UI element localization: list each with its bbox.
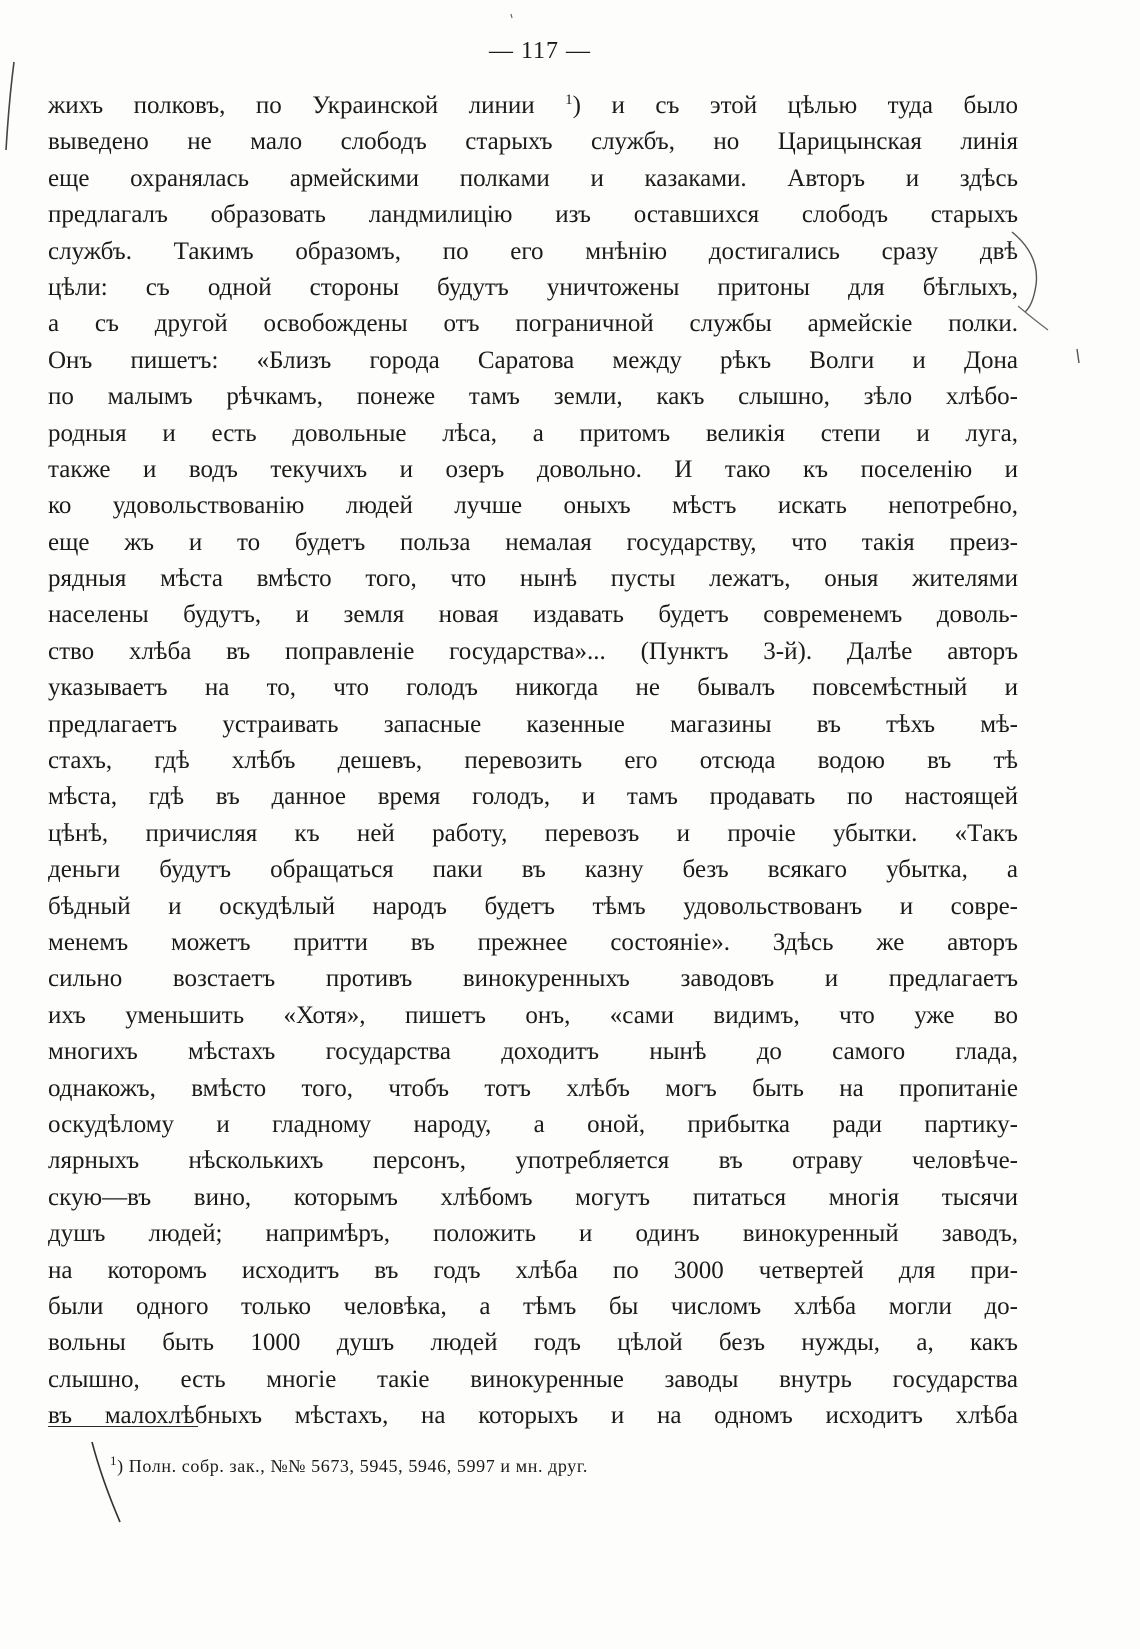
margin-pencil-stroke-left bbox=[6, 62, 14, 150]
text-line: мѣста, гдѣ въ данное время голодъ, и тамъ продавать по настоящей bbox=[48, 783, 1018, 811]
text-line: рядныя мѣста вмѣсто того, что нынѣ пусты лежатъ, оныя жителями bbox=[48, 565, 1018, 593]
text-line: по малымъ рѣчкамъ, понеже тамъ земли, какъ слышно, зѣло хлѣбо- bbox=[48, 383, 1018, 411]
text-line: службъ. Такимъ образомъ, по его мнѣнію достигались сразу двѣ bbox=[48, 237, 1018, 265]
text-line-start: жихъ полковъ, по Украинской линии bbox=[48, 92, 535, 119]
text-line: еще жъ и то будетъ польза немалая государству, что такія преиз- bbox=[48, 528, 1018, 556]
page-number: — 117 — bbox=[488, 38, 592, 64]
text-line bbox=[48, 88, 1018, 124]
text-line: сильно возстаетъ противъ винокуренныхъ заводовъ и предлагаетъ bbox=[48, 965, 1018, 993]
footnote-rule bbox=[48, 1426, 198, 1427]
text-line: выведено не мало слободъ старыхъ службъ, но Царицынская линія bbox=[48, 128, 1018, 156]
text-line-end: ) и съ этой цѣлью туда было bbox=[572, 92, 1018, 119]
text-line: душъ людей; напримѣръ, положить и одинъ винокуренный заводъ, bbox=[48, 1220, 1018, 1248]
text-line: а съ другой освобождены отъ пограничной службы армейскіе полки. bbox=[48, 310, 1018, 338]
footnote bbox=[110, 1453, 588, 1477]
text-line: предлагалъ образовать ландмилицію изъ оставшихся слободъ старыхъ bbox=[48, 201, 1018, 229]
text-line: однакожъ, вмѣсто того, чтобъ тотъ хлѣбъ могъ быть на пропитаніе bbox=[48, 1074, 1018, 1102]
text-line: также и водъ текучихъ и озеръ довольно. И тако къ поселенію и bbox=[48, 455, 1018, 483]
text-line: стахъ, гдѣ хлѣбъ дешевъ, перевозить его отсюда водою въ тѣ bbox=[48, 747, 1018, 775]
text-line: еще охранялась армейскими полками и казаками. Авторъ и здѣсь bbox=[48, 164, 1018, 192]
text-line: были одного только человѣка, а тѣмъ бы числомъ хлѣба могли до- bbox=[48, 1292, 1018, 1320]
text-line: родныя и есть довольные лѣса, а притомъ великія степи и луга, bbox=[48, 419, 1018, 447]
text-line: бѣдный и оскудѣлый народъ будетъ тѣмъ удовольствованъ и совре- bbox=[48, 892, 1018, 920]
footnote-marker: 1 bbox=[110, 1453, 118, 1468]
footnote-text: ) Полн. собр. зак., №№ 5673, 5945, 5946, 5997 и мн. друг. bbox=[117, 1456, 588, 1476]
text-line: цѣнѣ, причисляя къ ней работу, перевозъ и прочіе убытки. «Такъ bbox=[48, 819, 1018, 847]
text-line: цѣли: съ одной стороны будутъ уничтожены притоны для бѣглыхъ, bbox=[48, 273, 1018, 301]
text-line: ство хлѣба въ поправленіе государства»... (Пунктъ 3-й). Далѣе авторъ bbox=[48, 637, 1018, 665]
text-line: населены будутъ, и земля новая издавать будетъ современемъ доволь- bbox=[48, 601, 1018, 629]
footnote-reference: 1 bbox=[565, 92, 573, 108]
body-text bbox=[48, 88, 1018, 1434]
text-line: оскудѣлому и гладному народу, а оной, прибытка ради партику- bbox=[48, 1110, 1018, 1138]
margin-pencil-stroke-right bbox=[1018, 306, 1048, 330]
text-line: ихъ уменьшить «Хотя», пишетъ онъ, «сами видимъ, что уже во bbox=[48, 1001, 1018, 1029]
text-line: деньги будутъ обращаться паки въ казну безъ всякаго убытка, а bbox=[48, 856, 1018, 884]
text-line: указываетъ на то, что голодъ никогда не бывалъ повсемѣстный и bbox=[48, 674, 1018, 702]
text-line: предлагаетъ устраивать запасные казенные магазины въ тѣхъ мѣ- bbox=[48, 710, 1018, 738]
text-line: менемъ можетъ притти въ прежнее состояніе». Здѣсь же авторъ bbox=[48, 928, 1018, 956]
text-line: слышно, есть многіе такіе винокуренные заводы внутрь государства bbox=[48, 1365, 1018, 1393]
text-line: скую—въ вино, которымъ хлѣбомъ могутъ питаться многія тысячи bbox=[48, 1183, 1018, 1211]
text-line: лярныхъ нѣсколькихъ персонъ, употребляется въ отраву человѣче- bbox=[48, 1147, 1018, 1175]
text-line: вольны быть 1000 душъ людей годъ цѣлой безъ нужды, а, какъ bbox=[48, 1329, 1018, 1357]
text-line: на которомъ исходитъ въ годъ хлѣба по 3000 четвертей для при- bbox=[48, 1256, 1018, 1284]
top-speck bbox=[511, 14, 512, 18]
text-line: многихъ мѣстахъ государства доходитъ нынѣ до самого глада, bbox=[48, 1038, 1018, 1066]
margin-tick-right bbox=[1077, 349, 1079, 363]
text-line: ко удовольствованію людей лучше оныхъ мѣстъ искать непотребно, bbox=[48, 492, 1018, 520]
text-line: въ малохлѣбныхъ мѣстахъ, на которыхъ и на одномъ исходитъ хлѣба bbox=[48, 1402, 1018, 1430]
text-line: Онъ пишетъ: «Близъ города Саратова между рѣкъ Волги и Дона bbox=[48, 346, 1018, 374]
